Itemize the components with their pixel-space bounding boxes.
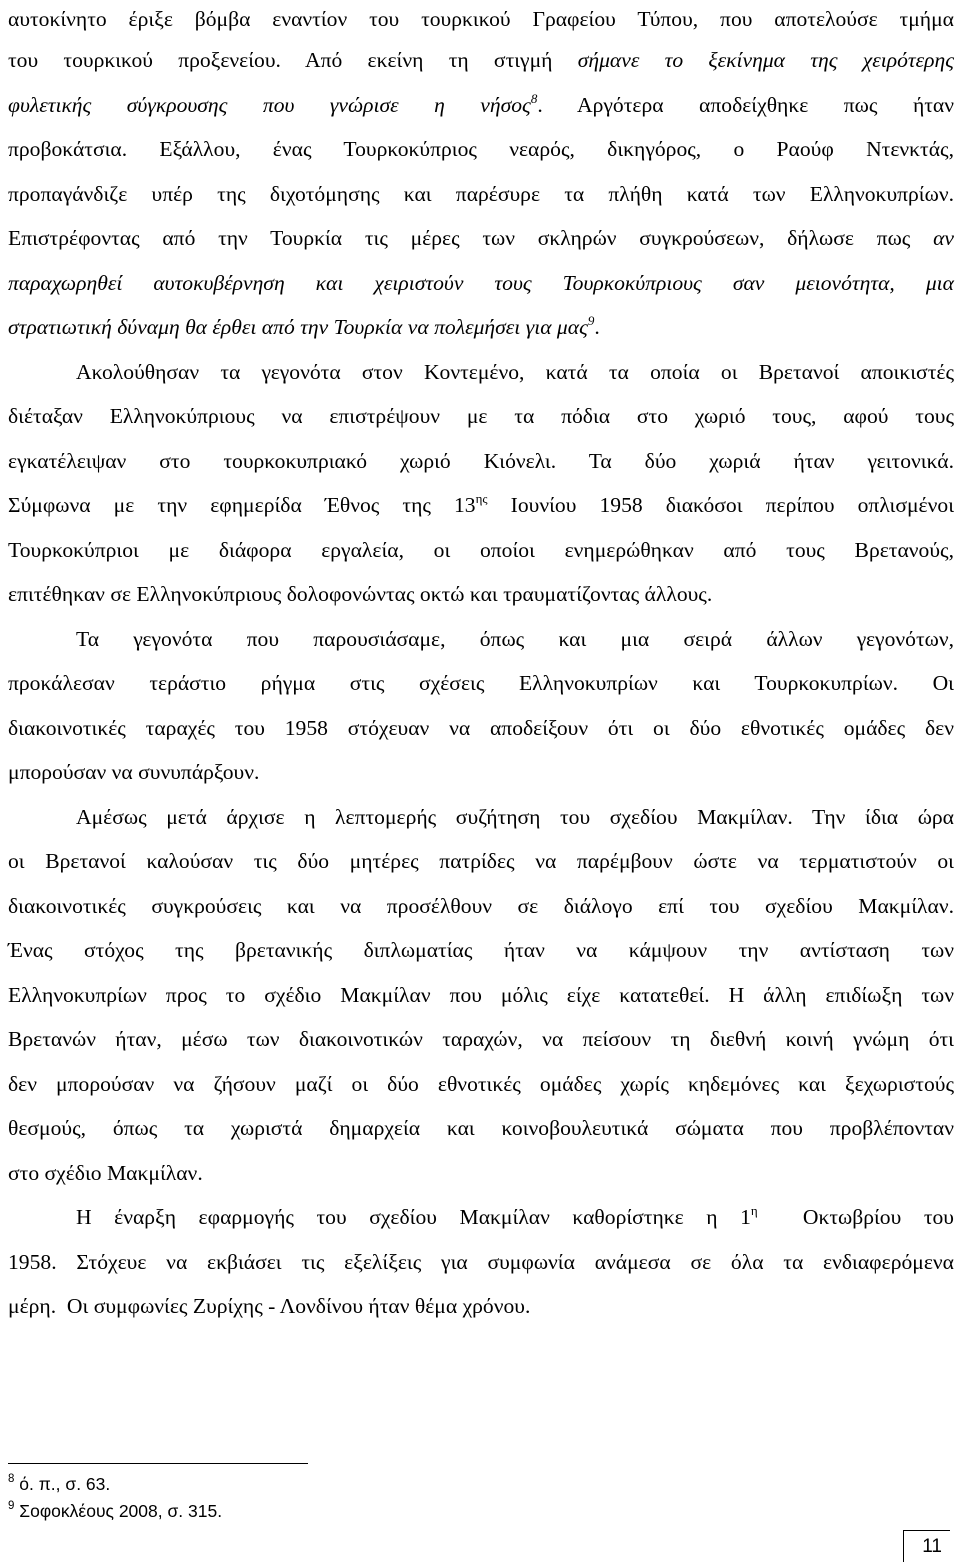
- text-span: . Αργότερα αποδείχθηκε πως ήταν: [537, 93, 954, 117]
- text-line: Τα γεγονότα που παρουσιάσαμε, όπως και μια σειρά άλλων γεγονότων,: [76, 627, 954, 651]
- footnote: [8, 1474, 110, 1495]
- text-line: διακοινοτικές συγκρούσεις και να προσέλθουν σε διάλογο επί του σχεδίου Μακμίλαν.: [8, 894, 954, 918]
- text-line: οι Βρετανοί καλούσαν τις δύο μητέρες πατρίδες να παρέμβουν ώστε να τερματιστούν οι: [8, 849, 954, 873]
- text-line: Ένας στόχος της βρετανικής διπλωματίας ήταν να κάμψουν την αντίσταση των: [8, 938, 954, 962]
- footnote-number: 8: [8, 1473, 15, 1485]
- document-page: [8, 0, 954, 1561]
- text-line: [8, 47, 954, 73]
- text-line: προκάλεσαν τεράστιο ρήγμα στις σχέσεις Ελληνοκυπρίων και Τουρκοκυπρίων. Οι: [8, 671, 954, 695]
- text-span: του τουρκικού προξενείου. Από εκείνη τη στιγμή: [8, 48, 553, 72]
- text-line: Ακολούθησαν τα γεγονότα στον Κοντεμένο, κατά τα οποία οι Βρετανοί αποικιστές: [76, 360, 954, 384]
- text-line: μέρη. Οι συμφωνίες Ζυρίχης - Λονδίνου ήταν θέμα χρόνου.: [8, 1294, 531, 1318]
- text-line: αυτοκίνητο έριξε βόμβα εναντίον του τουρκικού Γραφείου Τύπου, που αποτελούσε τμήμα: [8, 7, 954, 31]
- page-number: 11: [922, 1536, 942, 1557]
- footnote-ref: 8: [530, 91, 538, 106]
- text-line: διέταξαν Ελληνοκύπριους να επιστρέψουν με τα πόδια στο χωριό τους, αφού τους: [8, 404, 954, 428]
- text-line: Τουρκοκύπριοι με διάφορα εργαλεία, οι οποίοι ενημερώθηκαν από τους Βρετανούς,: [8, 538, 954, 562]
- italic-span: σήμανε το ξεκίνημα της χειρότερης: [577, 48, 954, 72]
- footnote-text: Σοφοκλέους 2008, σ. 315.: [19, 1501, 223, 1521]
- text-line: προπαγάνδιζε υπέρ της διχοτόμησης και παρέσυρε τα πλήθη κατά των Ελληνοκυπρίων.: [8, 182, 954, 206]
- footnote-ref: 9: [587, 313, 595, 328]
- footnote-text: ό. π., σ. 63.: [19, 1474, 111, 1494]
- text-line: Αμέσως μετά άρχισε η λεπτομερής συζήτηση του σχεδίου Μακμίλαν. Την ίδια ώρα: [76, 805, 954, 829]
- text-line: δεν μπορούσαν να ζήσουν μαζί οι δύο εθνοτικές ομάδες χωρίς κηδεμόνες και ξεχωριστούς: [8, 1072, 954, 1096]
- text-line: θεσμούς, όπως τα χωριστά δημαρχεία και κοινοβουλευτικά σώματα που προβλέπονταν: [8, 1116, 954, 1140]
- footnote-number: 9: [8, 1500, 15, 1512]
- text-line: στο σχέδιο Μακμίλαν.: [8, 1161, 203, 1185]
- italic-span: στρατιωτική δύναμη θα έρθει από την Τουρκία να πολεμήσει για μας: [8, 315, 588, 339]
- page-number-box: [903, 1530, 950, 1562]
- text-span: Ιουνίου 1958 διακόσοι περίπου οπλισμένοι: [487, 493, 954, 517]
- superscript: η: [750, 1203, 758, 1218]
- footnote: [8, 1501, 222, 1522]
- text-line: [8, 314, 600, 340]
- text-line: μπορούσαν να συνυπάρξουν.: [8, 760, 260, 784]
- text-line: εγκατέλειψαν στο τουρκοκυπριακό χωριό Κιόνελι. Τα δύο χωριά ήταν γειτονικά.: [8, 449, 954, 473]
- text-line: διακοινοτικές ταραχές του 1958 στόχευαν να αποδείξουν ότι οι δύο εθνοτικές ομάδες δεν: [8, 716, 954, 740]
- text-line: [76, 1204, 954, 1230]
- text-span: Η έναρξη εφαρμογής του σχεδίου Μακμίλαν καθορίστηκε η 1: [76, 1205, 751, 1229]
- text-line: Βρετανών ήταν, μέσω των διακοινοτικών ταραχών, να πείσουν τη διεθνή κοινή γνώμη ότι: [8, 1027, 954, 1051]
- text-span: Σύμφωνα με την εφημερίδα Έθνος της 13: [8, 493, 476, 517]
- italic-span: φυλετικής σύγκρουσης που γνώρισε η νήσος: [8, 93, 531, 117]
- text-span: Επιστρέφοντας από την Τουρκία τις μέρες των σκληρών συγκρούσεων, δήλωσε πως: [8, 226, 911, 250]
- italic-span: αν: [933, 226, 954, 250]
- text-span: .: [594, 315, 600, 339]
- text-span: Οκτωβρίου του: [757, 1205, 954, 1229]
- text-line: προβοκάτσια. Εξάλλου, ένας Τουρκοκύπριος νεαρός, δικηγόρος, ο Ραούφ Ντενκτάς,: [8, 137, 954, 161]
- text-line: 1958. Στόχευε να εκβιάσει τις εξελίξεις για συμφωνία ανάμεσα σε όλα τα ενδιαφερόμενα: [8, 1250, 954, 1274]
- text-line: [8, 225, 954, 251]
- superscript: ης: [475, 491, 488, 506]
- text-line: [8, 92, 954, 118]
- text-line: [8, 492, 954, 518]
- text-line: παραχωρηθεί αυτοκυβέρνηση και χειριστούν τους Τουρκοκύπριους σαν μειονότητα, μια: [8, 271, 954, 295]
- text-line: Ελληνοκυπρίων προς το σχέδιο Μακμίλαν που μόλις είχε κατατεθεί. Η άλλη επιδίωξη των: [8, 983, 954, 1007]
- footnote-separator: [8, 1463, 308, 1464]
- text-line: επιτέθηκαν σε Ελληνοκύπριους δολοφονώντας οκτώ και τραυματίζοντας άλλους.: [8, 582, 713, 606]
